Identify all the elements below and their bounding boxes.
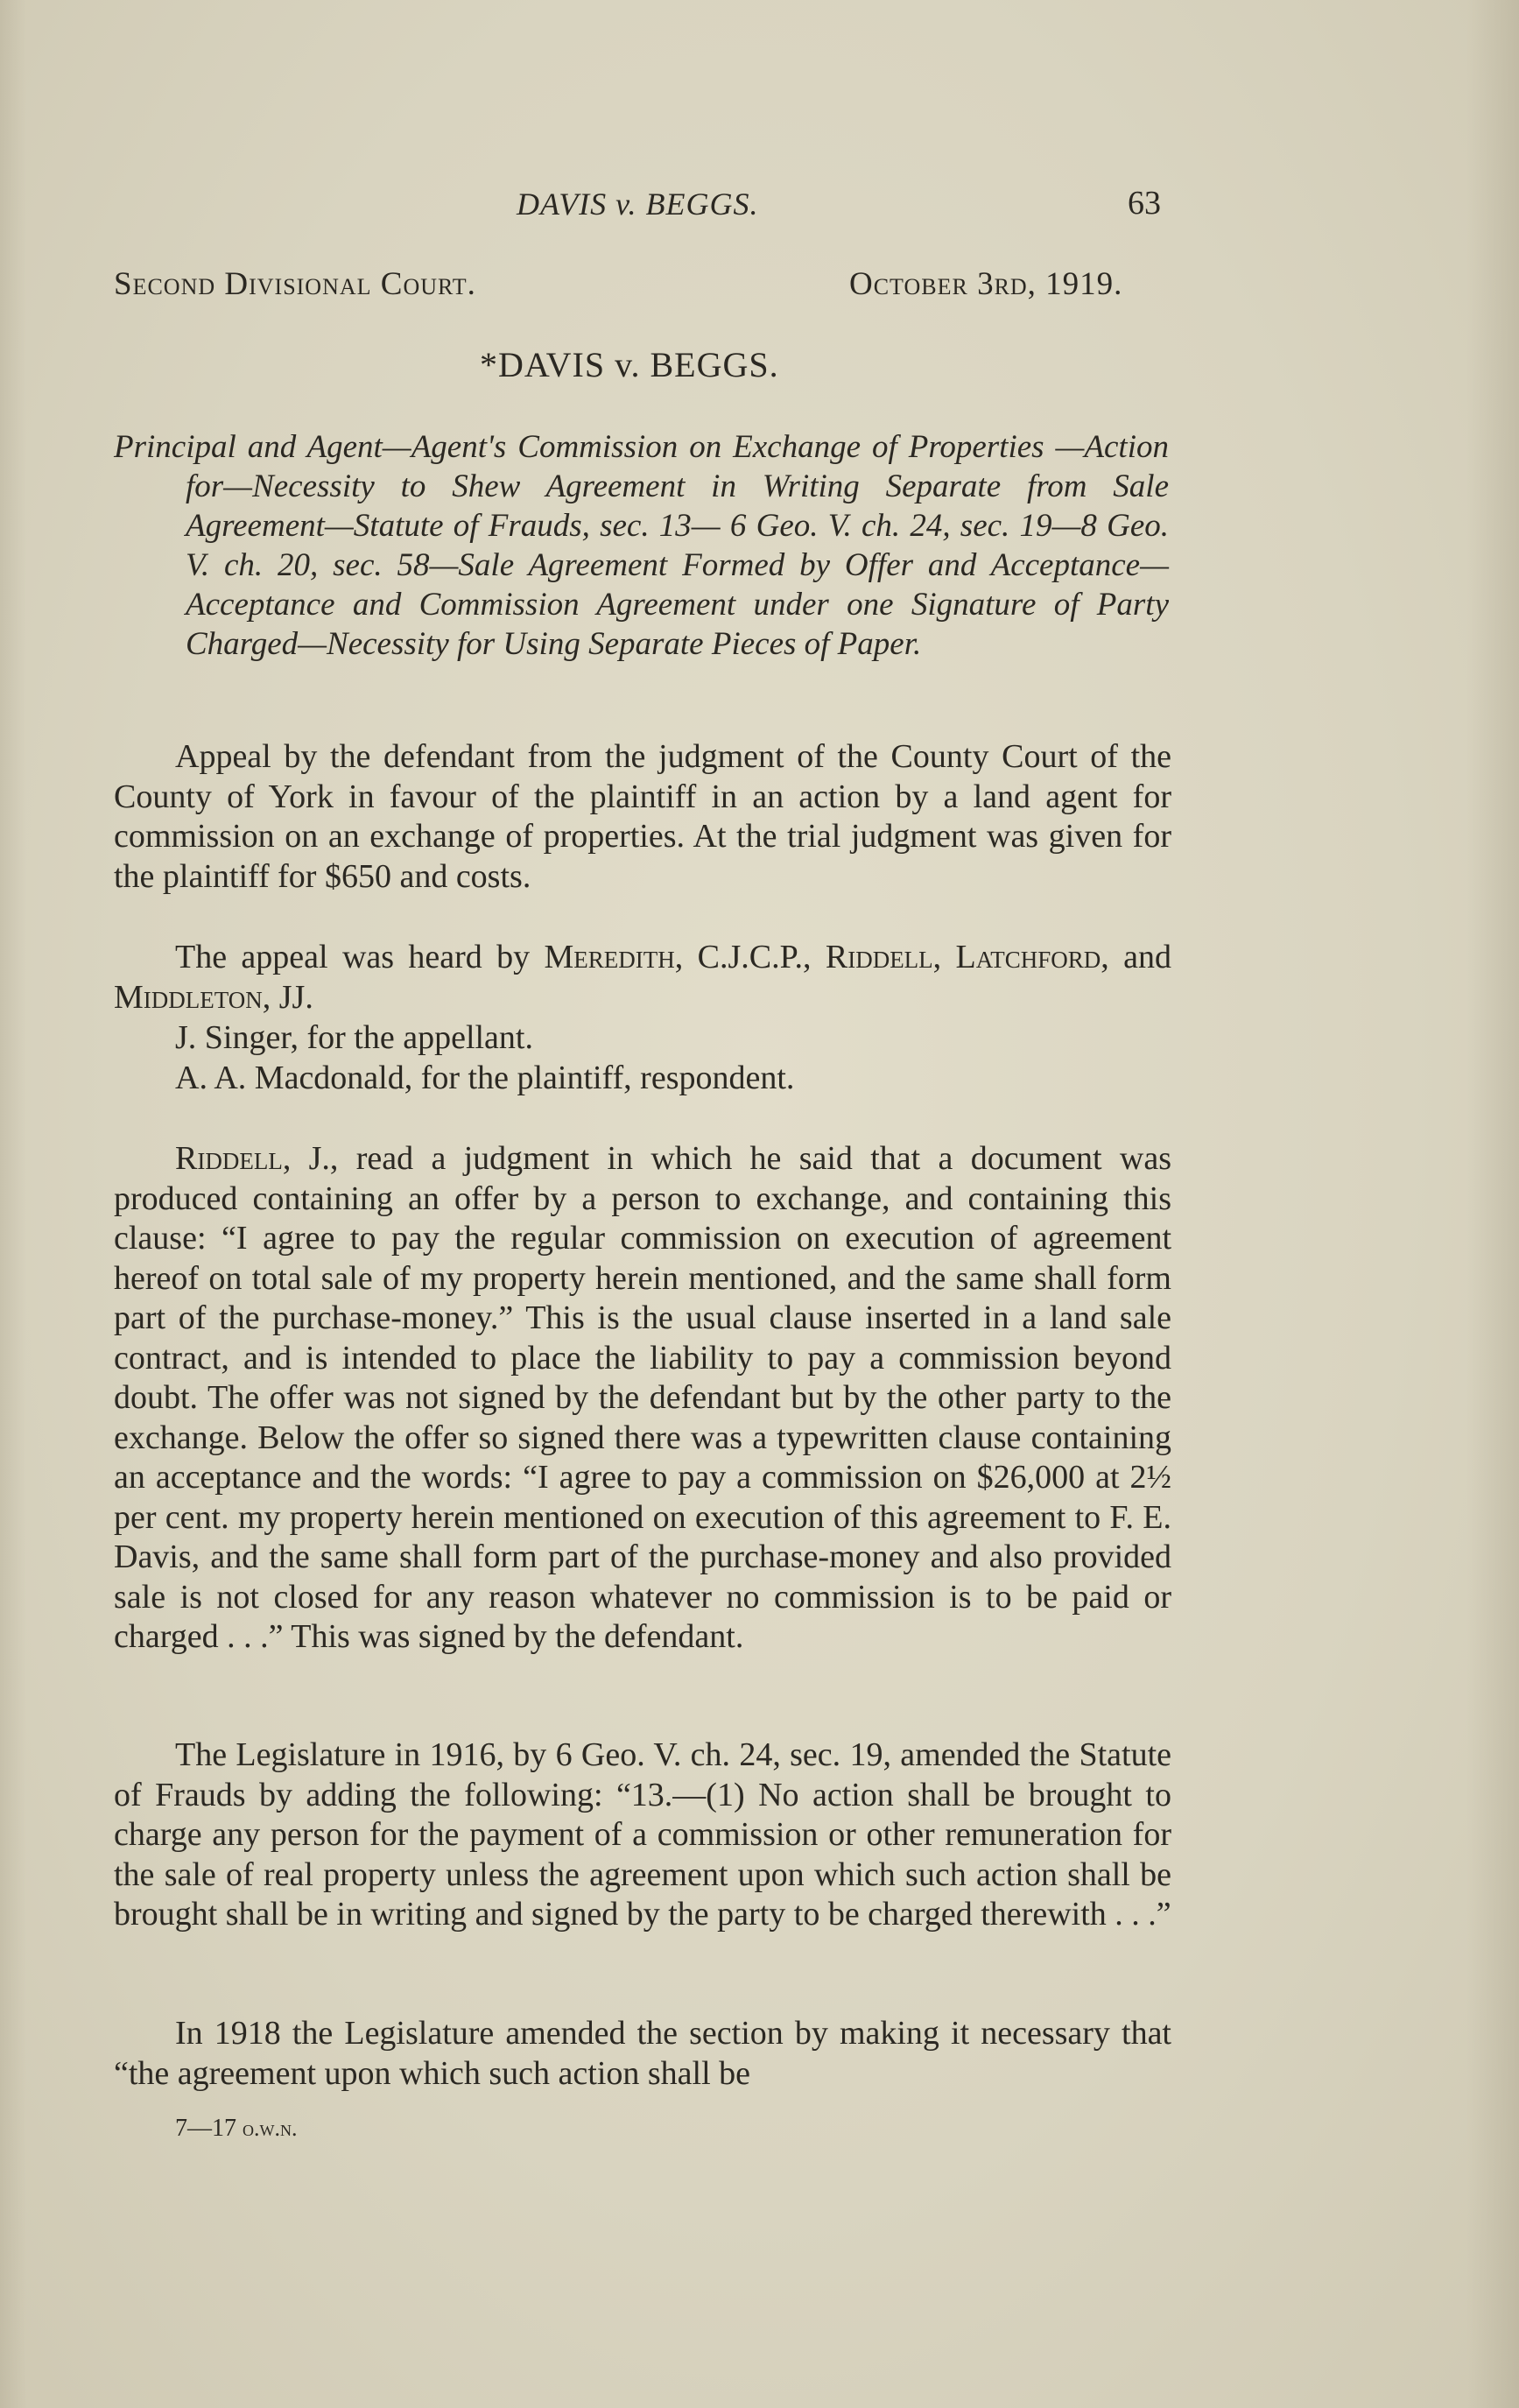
legislature-1916-paragraph: The Legislature in 1916, by 6 Geo. V. ch. 24, sec. 19, amended the Statute of Frauds by adding the following: “13.—(1) No action shall be brought to charge any person for the payment of a commission or other remuneration for the sale of real property unless the agreement upon which such action shall be brought shall be in writing and signed by the party to be charged therewith . . .” (114, 1736, 1171, 1933)
judge-latchford: Latchford (955, 939, 1101, 975)
counsel-appellant: J. Singer, for the appellant. (175, 1019, 533, 1056)
signature-mark (175, 2115, 298, 2143)
heard-end: , JJ. (262, 978, 313, 1016)
heard-intro: The appeal was heard by (175, 939, 545, 975)
reporter-abbrev: o.w.n. (243, 2116, 298, 2141)
judge-meredith: Meredith (544, 939, 675, 975)
headnote-text: Principal and Agent—Agent's Commission on Exchange of Properties —Action for—Necessity to Shew Agreement in Writing Separate from Sale Agreement—Statute of Frauds, sec. 13— 6 Geo. V. ch. 24, sec. 19—8 Geo. V. ch. 20, sec. 58—Sale Agreement Formed by Offer and Acceptance—Acceptance and Commission Agreement under one Signature of Party Charged—Necessity for Using Separate Pieces of Paper. (114, 429, 1169, 662)
judge-middleton: Middleton (114, 978, 263, 1016)
riddell-judgment-text: , J., read a judgment in which he said that a document was produced containing an offer by a person to exchange, and containing this clause: “I agree to pay the regular commission on execution of agreement hereof on total sale of my property herein mentioned, and the same shall form part of the purchase-money.” This is the usual clause inserted in a land sale contract, and is intended to place the liability to pay a commission beyond doubt. The offer was not signed by the defendant but by the other party to the exchange. Below the offer so signed there was a typewritten clause containing an acceptance and the words: “I agree to pay a commission on $26,000 at 2½ per cent. my property herein mentioned on execution of this agreement to F. E. Davis, and the same shall form part of the purchase-money and also provided sale is not closed for any reason whatever no commission is to be paid or charged . . .” This was signed by the defendant. (114, 1140, 1171, 1655)
counsel-respondent: A. A. Macdonald, for the plaintiff, respondent. (175, 1060, 795, 1096)
page-shadow-right (1466, 0, 1519, 2408)
court-date: October 3rd, 1919. (849, 266, 1123, 302)
headnote (114, 427, 1169, 664)
court-name: Second Divisional Court. (114, 266, 476, 302)
heard-paragraph (114, 938, 1171, 1017)
case-title: *DAVIS v. BEGGS. (480, 345, 779, 384)
page-shadow-left (0, 0, 26, 2408)
heard-sep-3: , and (1101, 939, 1171, 975)
riddell-judgment-paragraph (114, 1139, 1171, 1658)
heard-sep-1: , C.J.C.P., (674, 939, 826, 975)
appeal-paragraph: Appeal by the defendant from the judgment of the County Court of the County of York in favour of the plaintiff in an action by a land agent for commission on an exchange of properties. At the trial judgment was given for the plaintiff for $650 and costs. (114, 738, 1171, 895)
judge-riddell: Riddell (825, 939, 933, 975)
heard-sep-2: , (932, 939, 956, 975)
judge-name-riddell: Riddell (175, 1140, 283, 1177)
page-number: 63 (1128, 185, 1161, 222)
running-head: DAVIS v. BEGGS. (517, 187, 759, 222)
signature-number: 7—17 (175, 2115, 243, 2142)
legislature-1918-paragraph: In 1918 the Legislature amended the section by making it necessary that “the agreement upon which such action shall be (114, 2015, 1171, 2092)
